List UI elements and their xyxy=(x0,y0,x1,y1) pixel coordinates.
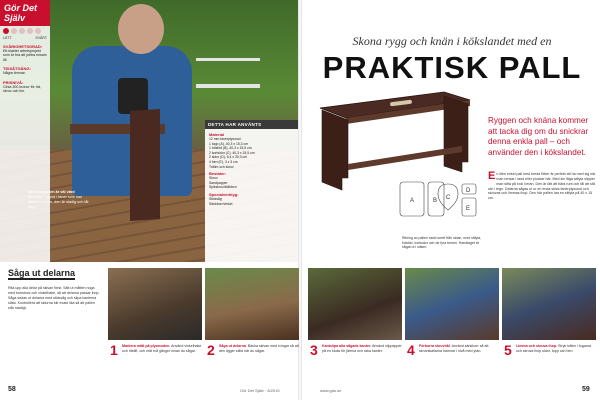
section-heading xyxy=(8,268,98,282)
step-text xyxy=(122,344,202,354)
garden-bench xyxy=(196,58,260,88)
drawing-right-side xyxy=(444,96,468,172)
step-1 xyxy=(108,268,202,358)
tools-item: Sticksåg xyxy=(209,196,222,201)
step-2 xyxy=(205,268,299,358)
rating-label-left: LÄTT xyxy=(3,36,12,40)
step-body: Använd vinkelhake och ritstift, och mät två gånger innan du sågar. xyxy=(122,344,202,353)
step-text xyxy=(219,344,299,354)
step-4 xyxy=(405,268,499,358)
step-3 xyxy=(308,268,402,358)
side-heading-time: TIDSÅTGÅNG: xyxy=(3,66,31,72)
rating-dot xyxy=(27,28,33,34)
label-b: B xyxy=(433,198,438,204)
folio-right: www.gds.se xyxy=(320,388,342,393)
page-title: PRAKTISK PALL xyxy=(322,50,582,85)
materials-item: 12 mm fanerplywood xyxy=(209,137,241,141)
materials-item: 2 sidor (D), 6,4 x 30,3 cm xyxy=(209,155,248,160)
step-text xyxy=(322,344,402,354)
fittings-item: Skruv xyxy=(209,176,218,181)
materials-item: 1 fotstöd (B), 40,3 x 15,5 cm xyxy=(209,146,252,151)
drawing-caption: Ritning av pallen sedd snett från sidan, med sittyta, fotstöd, kortsidor och de fyra benen. Handtaget är sågat ut i sitsen. xyxy=(402,236,482,250)
step-photo xyxy=(205,268,299,340)
stool-drawing xyxy=(302,86,482,236)
fittings-heading: Beslater: xyxy=(209,171,227,177)
step-photo xyxy=(502,268,596,340)
step-bold: Kantslipa alla sågade kanter. xyxy=(322,344,372,348)
side-text-time: Några timmar. xyxy=(3,71,26,76)
hero-caption-text: besväret – gjord i faner som kan bära en vuxen, den är stadig och tål regn. xyxy=(28,194,89,209)
stool-side xyxy=(130,109,160,221)
label-d: D xyxy=(466,188,471,194)
title-kicker: Skona rygg och knän i kökslandet med en xyxy=(352,34,552,48)
hero-caption-bold: Den lilla pallen är väl värd xyxy=(28,190,75,194)
materials-heading: Material xyxy=(209,132,225,137)
side-text-price: Cirka 300 kronor för trä, skruv och lim. xyxy=(3,84,41,94)
side-heading-price: PRISNIVÅ: xyxy=(3,79,24,85)
difficulty-rating xyxy=(3,28,47,34)
side-heading-difficulty: SVÅRIGHETSGRAD: xyxy=(3,44,43,49)
rating-dot xyxy=(19,28,25,34)
step-bold: Markera mått på plywooden. xyxy=(122,344,171,348)
materials-item: 2 kortsidor (C), 40,3 x 15,5 cm xyxy=(209,150,255,155)
step-number: 5 xyxy=(504,342,512,358)
step-bold: Såga ut delarna. xyxy=(219,344,247,348)
rating-scale xyxy=(3,36,47,40)
step-text xyxy=(516,344,596,354)
rating-label-right: SVÅRT xyxy=(35,36,47,40)
page-number-right: 59 xyxy=(582,386,590,393)
materials-header: DETTA HAR ANVÄNTS xyxy=(205,120,298,129)
tools-item: Sänkborr/vinkel xyxy=(209,201,233,206)
step-photo xyxy=(405,268,499,340)
section-text: Rita upp alla delar på skivan först. Sätt ut måtten noga med tumstock och vinkelhake, så att delarna passar ihop. Såga sedan ut delarna med sticksåg och slipa kanterna släta. Kontrollera att sidorna blir exakt lika så att pallen står stadigt. xyxy=(8,286,100,311)
fittings-item: Spikskruv/ståldorn xyxy=(209,185,237,190)
step-body: Använd slippapper på en kloss för jämna och raka kanter. xyxy=(322,344,402,353)
step-bold: Förborra skruvhål. xyxy=(419,344,451,348)
step-photo xyxy=(308,268,402,340)
page-number-left: 58 xyxy=(8,386,16,393)
side-panel xyxy=(0,0,50,262)
materials-item: 4 ben (E), 3 x 3 cm xyxy=(209,159,238,164)
step-photo xyxy=(108,268,202,340)
materials-box xyxy=(205,120,298,262)
materials-item: 1 topp (A), 40,3 x 15,3 cm xyxy=(209,141,249,146)
hero-caption xyxy=(28,190,90,210)
folio-left: Gör Det Själv · 6/2015 xyxy=(240,388,280,393)
step-bold: Limma och skruva ihop. xyxy=(516,344,558,348)
step-number: 4 xyxy=(407,342,415,358)
rating-dot xyxy=(3,28,9,34)
rating-dot xyxy=(11,28,17,34)
step-number: 3 xyxy=(310,342,318,358)
drawing-left-side xyxy=(322,110,348,190)
section-badge: Gör Det Själv xyxy=(0,0,50,26)
rating-dot xyxy=(35,28,41,34)
side-text-difficulty: Ett klakter arbetsprojekt som är bra att jobba ensam till. xyxy=(3,49,47,62)
person-head xyxy=(118,4,164,54)
fittings-item: Sandpapper xyxy=(209,180,228,185)
body-text xyxy=(488,172,596,201)
step-number: 2 xyxy=(207,342,215,358)
tools-heading: Specialverktyg: xyxy=(209,191,239,197)
label-c: C xyxy=(446,195,451,201)
section-heading-text: Såga ut delarna xyxy=(8,268,76,278)
drill-icon xyxy=(118,78,148,114)
step-body: Bänka skivan med tvingar så att den ligger stilla när du sågar. xyxy=(219,344,299,353)
intro-text: Ryggen och knäna kommer att tacka dig om du snickrar denna enkla pall – och använder den i kökslandet. xyxy=(488,116,589,157)
step-body: Använd sänkborr så att skruvskallarna hamnar i nivå med ytan. xyxy=(419,344,489,353)
step-number: 1 xyxy=(110,342,118,358)
drop-cap: E xyxy=(488,170,496,182)
step-body: Stryk trälim i fogarna och skruva ihop sidor, topp och ben. xyxy=(516,344,592,353)
right-page xyxy=(302,0,600,262)
step-5 xyxy=(502,268,596,358)
materials-item: Trälim och skruv xyxy=(209,164,234,169)
label-e: E xyxy=(466,206,471,212)
body-paragraph: n liten enkel pall med breda fötter är perfekt att ha med sig när man rensar i land eller plockar bär. Med sin låga sittyta slipper man sitta på knä i leran. Den är lätt att bära runt och tål att stå ute i regn. Delarna sågas ut ur en enda skiva fanerplywood och skruvas och limmas ihop. Den här pallen har en sittyta på 40 x 15 cm. xyxy=(488,172,596,201)
label-a: A xyxy=(410,198,415,204)
step-text xyxy=(419,344,499,354)
